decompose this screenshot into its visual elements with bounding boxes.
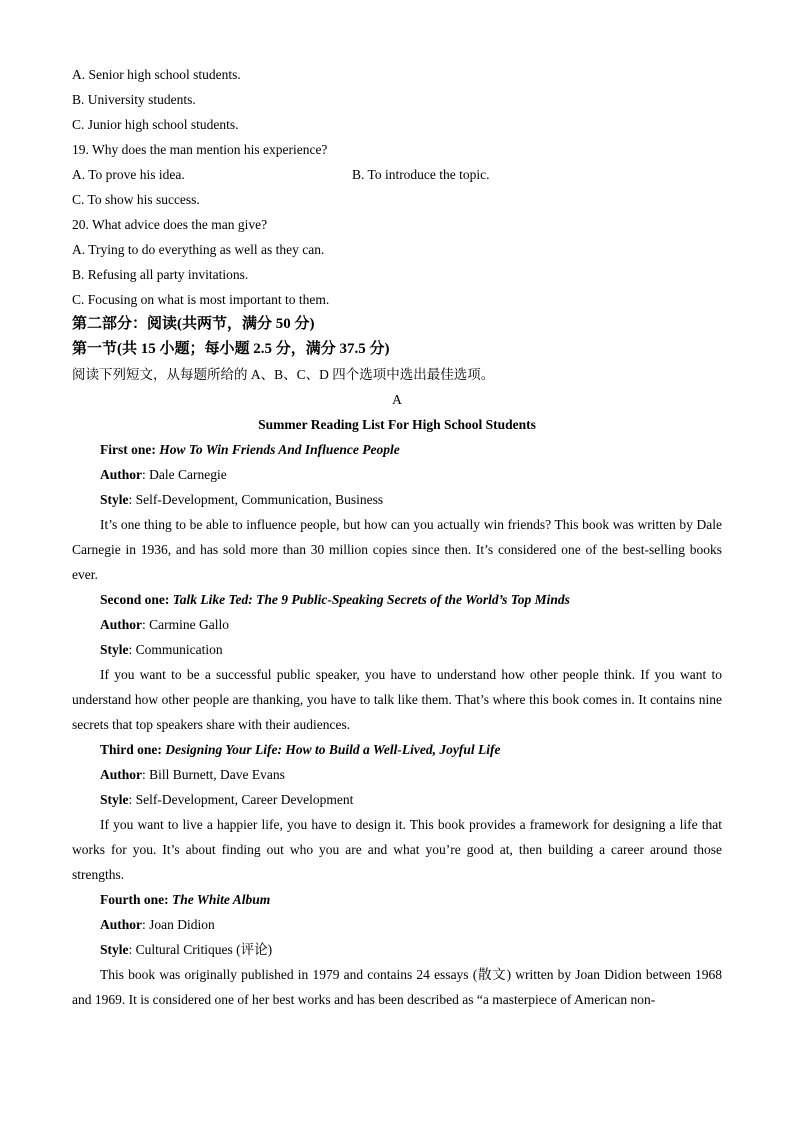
q19-option-c: C. To show his success. <box>72 192 200 207</box>
book-4-ordinal: Fourth one: <box>100 892 169 907</box>
passage-letter: A <box>392 392 402 407</box>
book-2-title: Talk Like Ted: The 9 Public-Speaking Secrets of the World’s Top Minds <box>172 592 570 607</box>
book-1-description: It’s one thing to be able to influence people, but how can you actually win friends? This book was written by Dale Carnegie in 1936, and has sold more than 30 million copies since then. It’s considered one of the best-selling books ever. <box>72 517 722 582</box>
reading-instruction: 阅读下列短文，从每题所给的 A、B、C、D 四个选项中选出最佳选项。 <box>72 367 495 382</box>
book-2-author-line <box>72 612 722 637</box>
q18-option-b: B. University students. <box>72 92 196 107</box>
book-4-style-label: Style <box>100 942 129 957</box>
part2-title: 第二部分：阅读(共两节，满分 50 分) <box>72 316 315 332</box>
book-4-author-line <box>72 912 722 937</box>
book-4-style-line <box>72 937 722 962</box>
document-page <box>72 62 722 1012</box>
book-1-ordinal: First one: <box>100 442 156 457</box>
q20-option-a: A. Trying to do everything as well as they can. <box>72 242 325 257</box>
book-1-author-line <box>72 462 722 487</box>
book-3-ordinal: Third one: <box>100 742 162 757</box>
book-2-author: : Carmine Gallo <box>142 617 229 632</box>
passage-title: Summer Reading List For High School Students <box>258 417 536 432</box>
book-2-ordinal: Second one: <box>100 592 170 607</box>
q19-option-b: B. To introduce the topic. <box>352 167 490 182</box>
book-3-style: : Self-Development, Career Development <box>128 792 354 807</box>
q19-option-a: A. To prove his idea. <box>72 167 185 182</box>
book-1-heading <box>72 437 722 462</box>
q19-options-row <box>72 162 722 187</box>
book-2-style-label: Style <box>100 642 129 657</box>
book-2-style: : Communication <box>128 642 223 657</box>
book-3-title: Designing Your Life: How to Build a Well-Lived, Joyful Life <box>165 742 501 757</box>
book-1-author-label: Author <box>100 467 143 482</box>
book-2-style-line <box>72 637 722 662</box>
book-4-style: : Cultural Critiques (评论) <box>128 942 273 957</box>
q18-option-a: A. Senior high school students. <box>72 67 241 82</box>
book-1-style: : Self-Development, Communication, Business <box>128 492 384 507</box>
q19-question: 19. Why does the man mention his experience? <box>72 142 328 157</box>
book-2-description: If you want to be a successful public speaker, you have to understand how other people think. If you want to understand how other people are thanking, you have to talk like them. That’s where this book comes in. It contains nine secrets that top speakers share with their audiences. <box>72 667 722 732</box>
book-2-heading <box>72 587 722 612</box>
book-4-author: : Joan Didion <box>142 917 215 932</box>
book-1-style-label: Style <box>100 492 129 507</box>
book-3-heading <box>72 737 722 762</box>
section1-title: 第一节(共 15 小题；每小题 2.5 分，满分 37.5 分) <box>72 341 390 357</box>
book-3-author: : Bill Burnett, Dave Evans <box>142 767 285 782</box>
q20-option-c: C. Focusing on what is most important to them. <box>72 292 330 307</box>
q20-option-b: B. Refusing all party invitations. <box>72 267 249 282</box>
book-4-title: The White Album <box>172 892 271 907</box>
book-3-author-line <box>72 762 722 787</box>
book-2-author-label: Author <box>100 617 143 632</box>
book-1-style-line <box>72 487 722 512</box>
book-1-title: How To Win Friends And Influence People <box>159 442 400 457</box>
q20-question: 20. What advice does the man give? <box>72 217 268 232</box>
book-3-description: If you want to live a happier life, you have to design it. This book provides a framework for designing a life that works for you. It’s about finding out who you are and what you’re good at, then building a career around those strengths. <box>72 817 722 882</box>
book-4-description: This book was originally published in 1979 and contains 24 essays (散文) written by Joan Didion between 1968 and 1969. It is considered one of her best works and has been described as “a masterpiece of American non- <box>72 967 722 1007</box>
q18-option-c: C. Junior high school students. <box>72 117 239 132</box>
book-1-author: : Dale Carnegie <box>142 467 227 482</box>
book-3-style-label: Style <box>100 792 129 807</box>
book-3-style-line <box>72 787 722 812</box>
book-3-author-label: Author <box>100 767 143 782</box>
book-4-author-label: Author <box>100 917 143 932</box>
book-4-heading <box>72 887 722 912</box>
